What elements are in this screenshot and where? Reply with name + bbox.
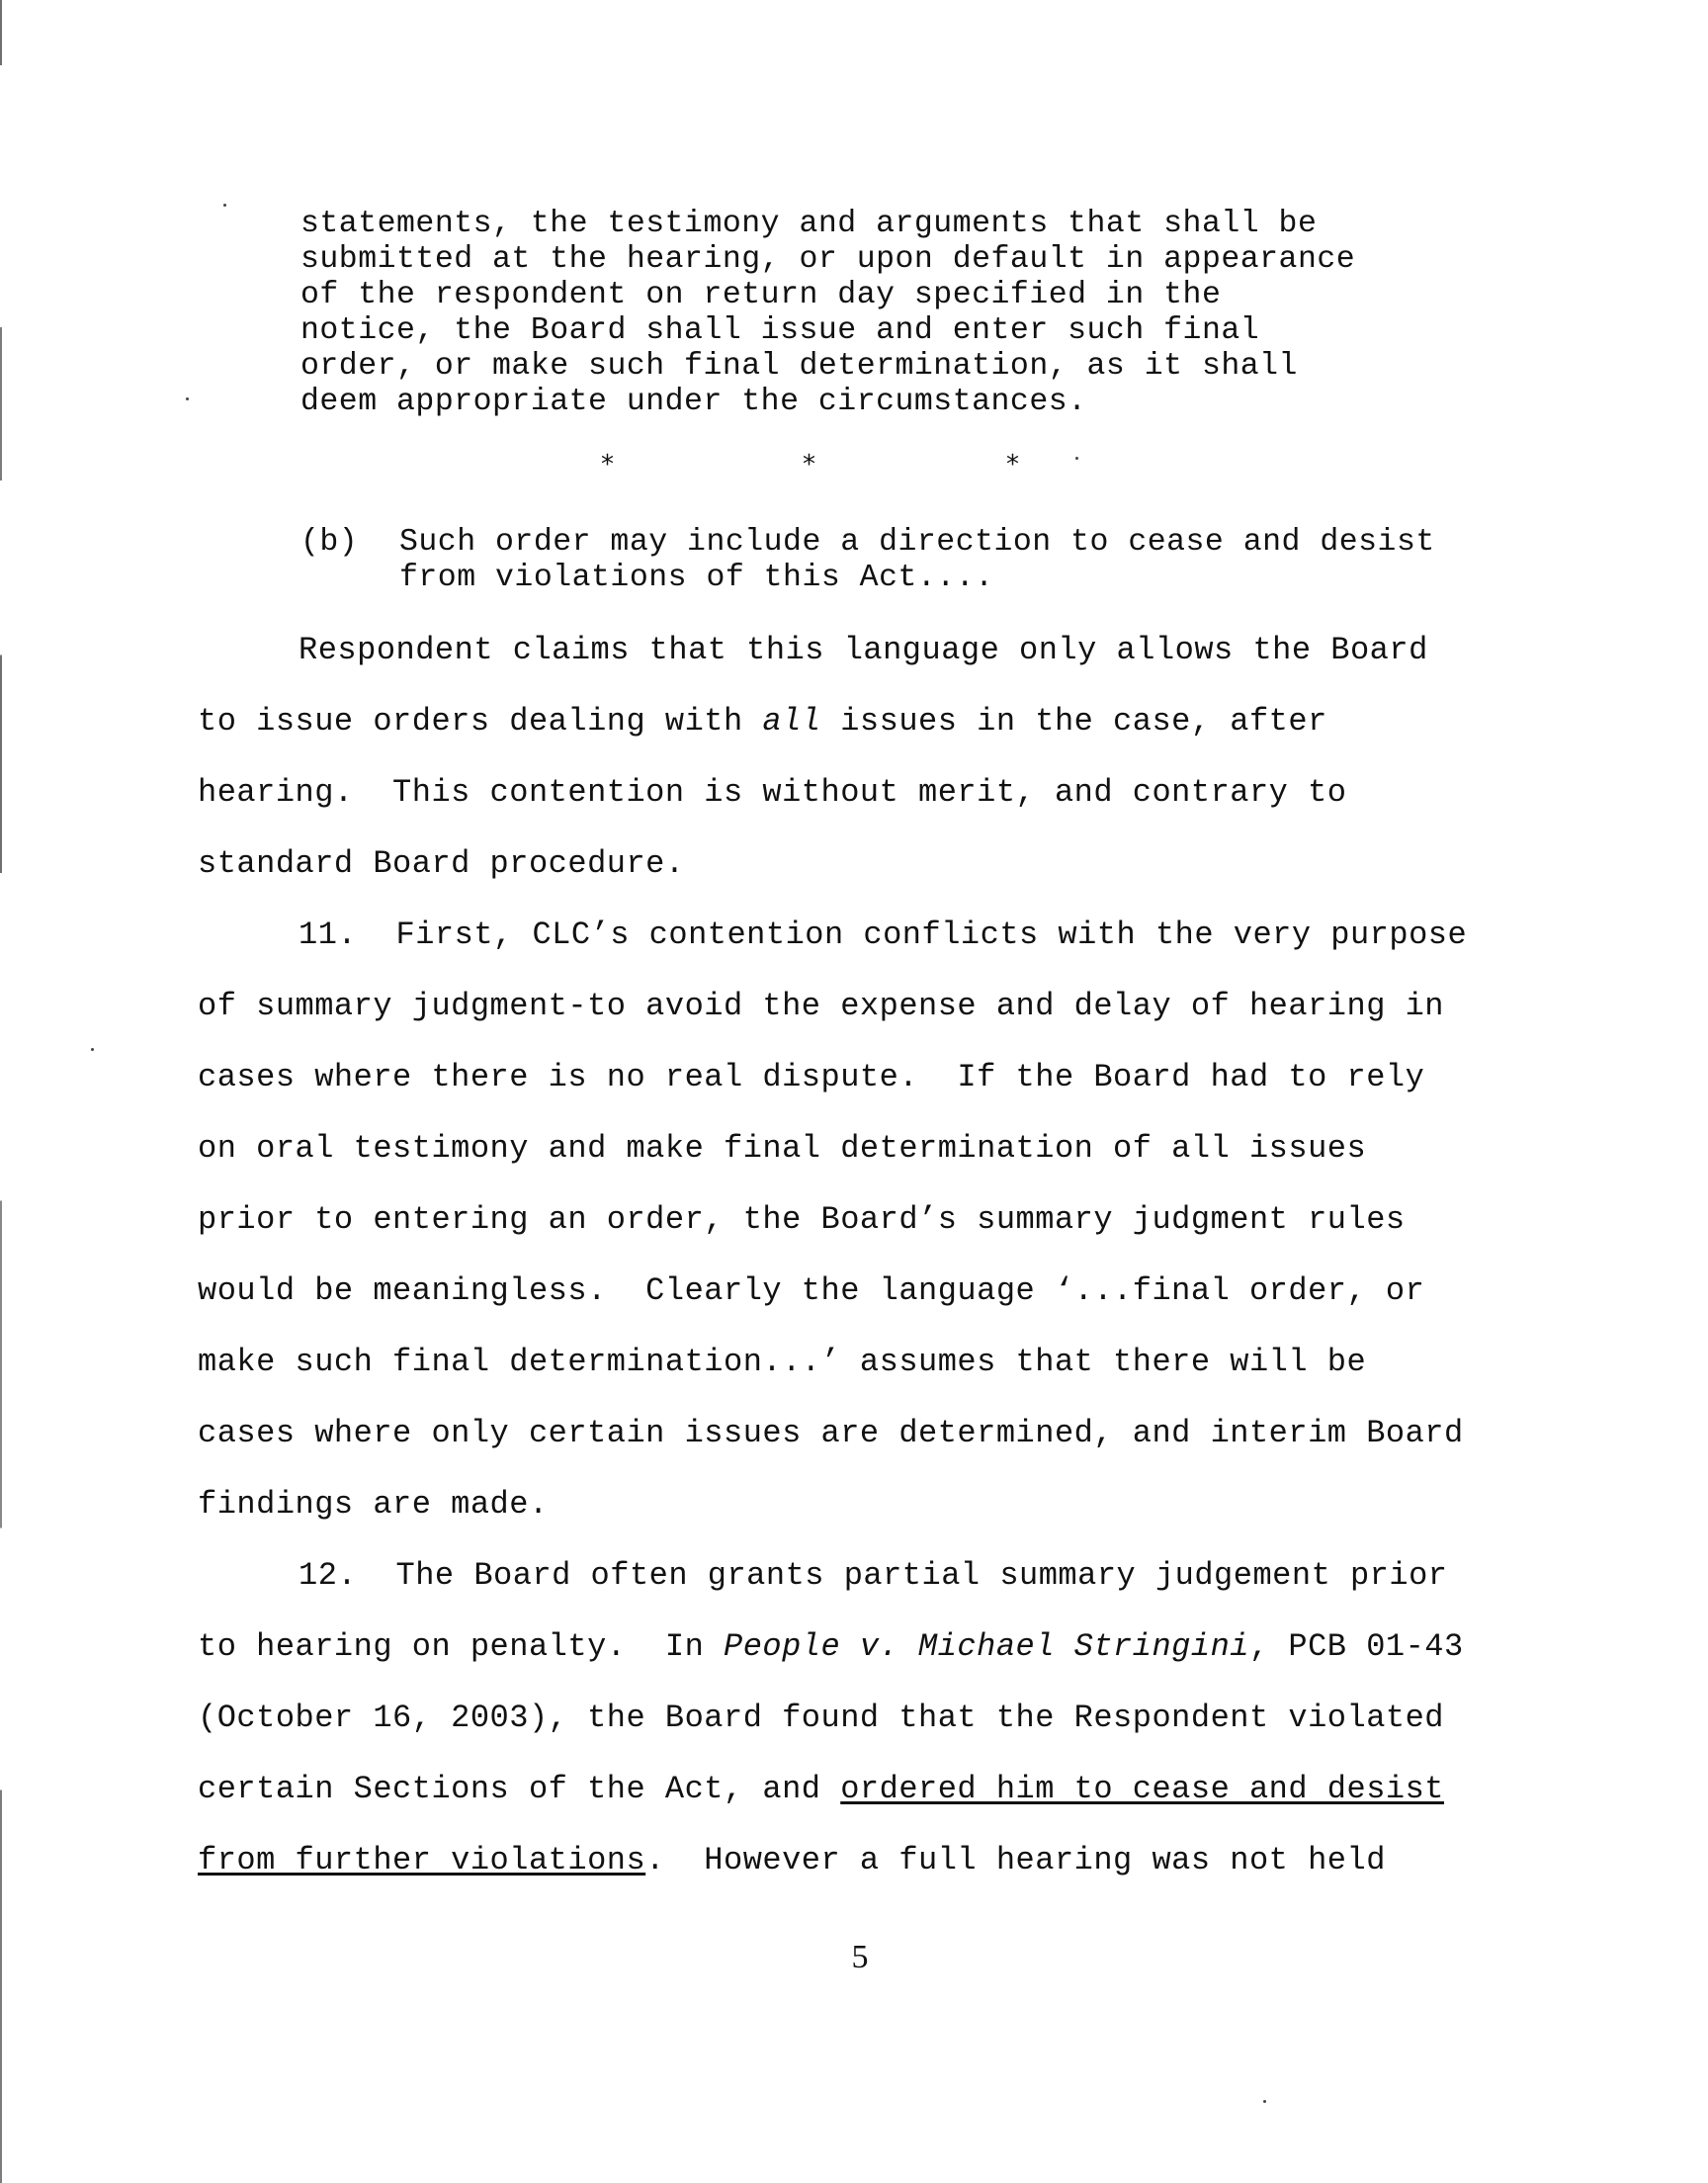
body-line <box>198 704 1327 740</box>
body-line: prior to entering an order, the Board’s summary judgment rules <box>198 1201 1406 1238</box>
scan-speck <box>91 1048 94 1051</box>
body-line: of summary judgment-to avoid the expense and delay of hearing in <box>198 988 1444 1024</box>
body-line: findings are made. <box>198 1486 549 1523</box>
body-line <box>198 1629 1464 1665</box>
text-span: . However a full hearing was not held <box>645 1842 1386 1878</box>
quote-b-marker: (b) <box>300 525 359 560</box>
body-line: 11. First, CLC’s contention conflicts with the very purpose <box>299 917 1468 953</box>
body-line: hearing. This contention is without merit, and contrary to <box>198 774 1347 811</box>
ellipsis-star: * <box>1006 450 1019 480</box>
body-line <box>198 1843 1386 1878</box>
text-span: to hearing on penalty. In <box>198 1628 724 1665</box>
body-line: on oral testimony and make final determination of all issues <box>198 1130 1367 1167</box>
body-line: cases where only certain issues are determined, and interim Board <box>198 1415 1464 1451</box>
scan-speck <box>186 397 189 400</box>
case-citation-italic: People v. Michael Stringini <box>723 1628 1249 1665</box>
text-span: to issue orders dealing with <box>198 703 763 740</box>
quote-line: notice, the Board shall issue and enter such final <box>300 313 1260 348</box>
text-span: , PCB 01-43 <box>1248 1628 1464 1665</box>
text-span: issues in the case, after <box>820 703 1327 740</box>
text-span: certain Sections of the Act, and <box>198 1771 841 1807</box>
body-line <box>198 1772 1444 1807</box>
emphasis-text: all <box>762 703 821 740</box>
body-line: (October 16, 2003), the Board found that the Respondent violated <box>198 1700 1444 1736</box>
body-line: Respondent claims that this language only allows the Board <box>299 632 1428 668</box>
underlined-text: from further violations <box>198 1842 646 1878</box>
scan-speck <box>1263 2100 1266 2103</box>
quote-line: Such order may include a direction to cease and desist <box>399 525 1435 560</box>
quote-line: of the respondent on return day specified in the <box>300 278 1222 312</box>
body-line: standard Board procedure. <box>198 845 685 882</box>
body-line: make such final determination...’ assumes that there will be <box>198 1344 1367 1380</box>
scan-speck <box>223 204 226 207</box>
quote-line: from violations of this Act.... <box>399 561 994 595</box>
ellipsis-star: * <box>601 450 614 480</box>
ellipsis-star: * <box>803 450 815 480</box>
ellipsis-stars <box>0 447 1708 482</box>
body-line: 12. The Board often grants partial summary judgement prior <box>299 1557 1448 1594</box>
underlined-text: ordered him to cease and desist <box>840 1771 1444 1807</box>
quote-line: submitted at the hearing, or upon default in appearance <box>300 242 1356 277</box>
scan-edge-artifact <box>0 0 2 2183</box>
quote-line: statements, the testimony and arguments that shall be <box>300 207 1318 241</box>
quote-line: deem appropriate under the circumstances. <box>300 385 1087 419</box>
page-number: 5 <box>851 1939 869 1975</box>
body-line: would be meaningless. Clearly the language ‘...final order, or <box>198 1272 1425 1309</box>
body-line: cases where there is no real dispute. If the Board had to rely <box>198 1059 1425 1095</box>
quote-line: order, or make such final determination, as it shall <box>300 349 1298 384</box>
